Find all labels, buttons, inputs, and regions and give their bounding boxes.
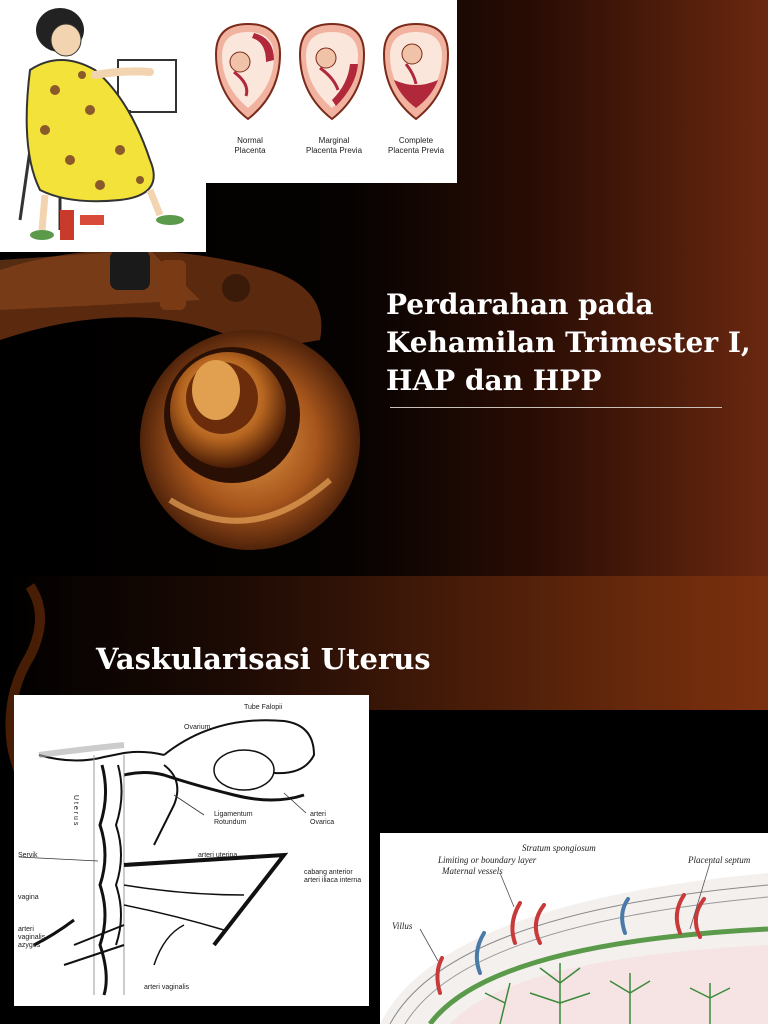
complete-placenta-previa-label (380, 136, 452, 156)
uterus-vertical-label: U t e r u s (72, 795, 79, 826)
placenta-section-diagram (380, 833, 768, 1024)
uterus-vascular-diagram (14, 695, 369, 1006)
placenta-uterus-drawings (206, 0, 457, 130)
ovarium-label: Ovarium (184, 724, 211, 731)
label-line: arteri iliaca interna (304, 877, 362, 884)
label-line: Marginal (318, 136, 350, 145)
label-line: arteri (310, 811, 326, 818)
tube-falopii-label: Tube Falopii (244, 704, 283, 711)
label-line: Complete (398, 136, 434, 145)
label-line: Ovarica (310, 819, 335, 826)
label-line: Placenta Previa (305, 146, 363, 155)
label-line: vaginalis (18, 934, 46, 941)
arteri-ovarica-label (310, 811, 334, 827)
label-line: Ligamentum (214, 811, 253, 818)
label-line: Placenta (234, 146, 266, 155)
title-underline (390, 407, 722, 408)
label-line: Normal (237, 136, 263, 145)
placenta-types-illustration (206, 0, 457, 183)
maternal-vessels-label: Maternal vessels (442, 866, 503, 876)
vagina-label: vagina (18, 894, 39, 901)
label-line: Placenta Previa (387, 146, 445, 155)
stratum-spongiosum-label: Stratum spongiosum (522, 843, 596, 853)
label-line: arteri (18, 926, 34, 933)
marginal-placenta-previa-label (298, 136, 370, 156)
slide-2 (0, 576, 768, 1024)
villus-label: Villus (392, 921, 413, 931)
uterus-artery-drawing (14, 695, 369, 1006)
servik-label: Servik (18, 852, 38, 859)
slide-1-title: Perdarahan pada Kehamilan Trimester I, HAP dan HPP (386, 288, 751, 397)
pregnant-woman-illustration (0, 0, 206, 252)
label-line: azygos (18, 942, 41, 949)
label-line: cabang anterior (304, 869, 353, 876)
limiting-layer-label: Limiting or boundary layer (438, 855, 537, 865)
slide-2-title: Vaskularisasi Uterus (96, 642, 431, 676)
pregnant-woman-drawing (0, 0, 206, 252)
arteri-uterina-label: arteri uterina (198, 852, 238, 859)
cabang-anterior-label (304, 869, 361, 885)
arteri-vaginalis-label: arteri vaginalis (144, 984, 190, 991)
label-line: Rotundum (214, 819, 247, 826)
violin-scroll-image (0, 230, 380, 560)
arteri-vaginalis-azygos-label (18, 926, 45, 950)
ligamentum-rotundum-label (214, 811, 253, 827)
placental-septum-label: Placental septum (688, 855, 751, 865)
normal-placenta-label (222, 136, 278, 156)
